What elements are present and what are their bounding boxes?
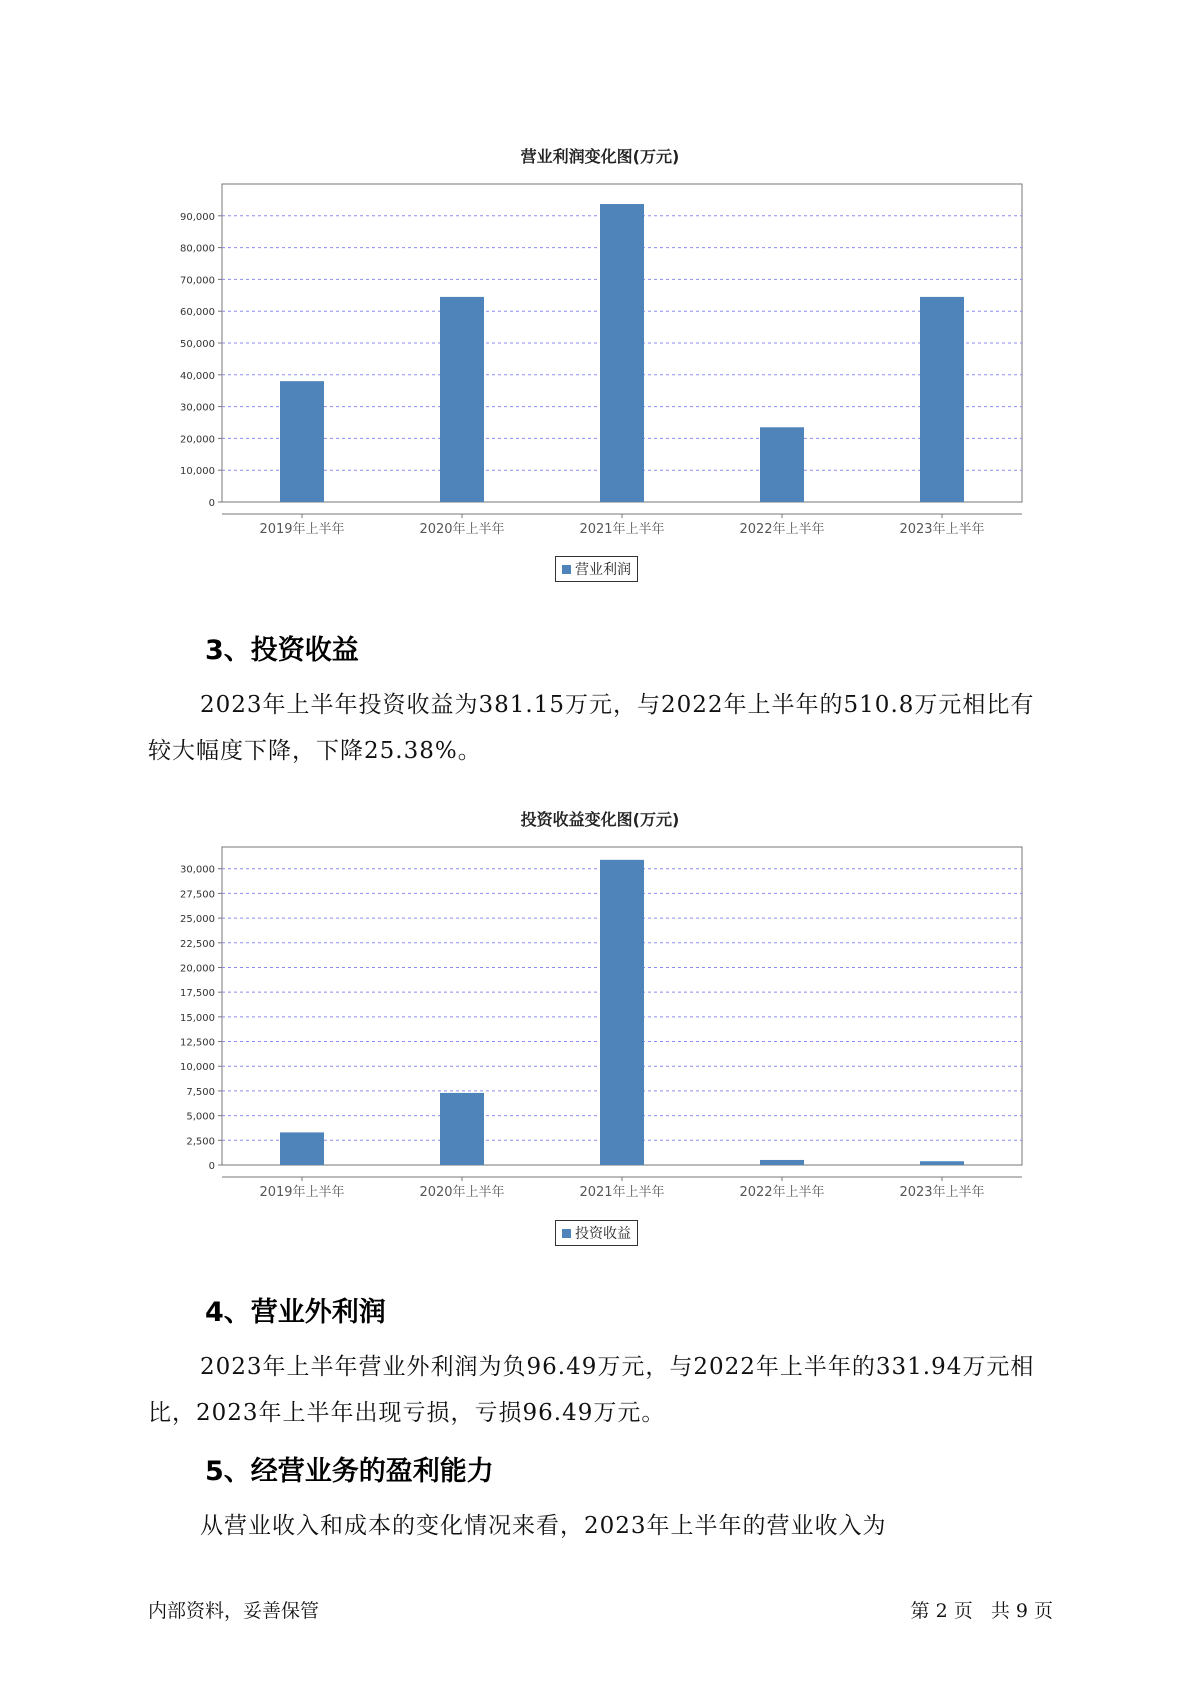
- y-tick-label: 10,000: [180, 466, 215, 478]
- y-tick-label: 20,000: [180, 963, 215, 975]
- y-tick-label: 22,500: [180, 938, 215, 950]
- y-tick-label: 5,000: [186, 1111, 215, 1123]
- section-heading-nonoperating: 4、营业外利润: [205, 1297, 386, 1328]
- paragraph-profitability: 从营业收入和成本的变化情况来看，2023年上半年的营业收入为: [200, 1513, 887, 1539]
- footer-page-number: 第 2 页 共 9 页: [910, 1600, 1053, 1622]
- y-tick-label: 2,500: [186, 1136, 215, 1148]
- bar: [920, 297, 964, 502]
- bar: [600, 860, 644, 1165]
- investment-chart: [160, 803, 1040, 1253]
- bar: [760, 427, 804, 502]
- profit-bar-chart: [160, 180, 1040, 580]
- y-tick-label: 70,000: [180, 275, 215, 287]
- y-tick-label: 40,000: [180, 370, 215, 382]
- investment-bar-chart: [160, 843, 1040, 1243]
- chart-legend: [555, 556, 638, 582]
- x-tick-label: 2022年上半年: [739, 522, 825, 537]
- bar: [440, 1093, 484, 1165]
- y-tick-label: 12,500: [180, 1037, 215, 1049]
- y-tick-label: 60,000: [180, 307, 215, 319]
- legend-swatch-icon: [562, 565, 571, 574]
- x-tick-label: 2020年上半年: [419, 522, 505, 537]
- y-tick-label: 80,000: [180, 243, 215, 255]
- x-tick-label: 2019年上半年: [259, 1185, 345, 1200]
- bar: [280, 381, 324, 502]
- footer-left: 内部资料，妥善保管: [148, 1600, 320, 1622]
- chart-legend: [555, 1220, 638, 1246]
- y-tick-label: 0: [208, 1161, 215, 1172]
- y-tick-label: 10,000: [180, 1062, 215, 1074]
- bar: [920, 1161, 964, 1165]
- paragraph-nonoperating: 2023年上半年营业外利润为负96.49万元，与2022年上半年的331.94万元相比，2023年上半年出现亏损，亏损96.49万元。: [148, 1354, 1035, 1426]
- chart-title: 投资收益变化图(万元): [520, 810, 680, 829]
- y-tick-label: 27,500: [180, 889, 215, 901]
- legend-swatch-icon: [562, 1229, 571, 1238]
- y-tick-label: 25,000: [180, 914, 215, 926]
- legend-label: 营业利润: [575, 562, 631, 578]
- x-tick-label: 2019年上半年: [259, 522, 345, 537]
- profit-chart: [160, 140, 1040, 590]
- section-heading-investment: 3、投资收益: [205, 635, 359, 666]
- y-tick-label: 20,000: [180, 434, 215, 446]
- y-tick-label: 90,000: [180, 211, 215, 223]
- y-tick-label: 0: [208, 498, 215, 509]
- chart-title: 营业利润变化图(万元): [520, 147, 680, 166]
- x-tick-label: 2021年上半年: [579, 522, 665, 537]
- section-heading-profitability: 5、经营业务的盈利能力: [205, 1456, 494, 1487]
- x-tick-label: 2020年上半年: [419, 1185, 505, 1200]
- y-tick-label: 30,000: [180, 864, 215, 876]
- x-tick-label: 2023年上半年: [899, 1185, 985, 1200]
- y-tick-label: 30,000: [180, 402, 215, 414]
- y-tick-label: 7,500: [186, 1086, 215, 1098]
- y-tick-label: 17,500: [180, 988, 215, 1000]
- x-tick-label: 2022年上半年: [739, 1185, 825, 1200]
- legend-label: 投资收益: [575, 1226, 631, 1242]
- x-tick-label: 2023年上半年: [899, 522, 985, 537]
- bar: [280, 1132, 324, 1165]
- y-tick-label: 15,000: [180, 1012, 215, 1024]
- bar: [600, 204, 644, 502]
- bar: [760, 1160, 804, 1165]
- y-tick-label: 50,000: [180, 339, 215, 350]
- bar: [440, 297, 484, 502]
- paragraph-investment: 2023年上半年投资收益为381.15万元，与2022年上半年的510.8万元相比有较大幅度下降，下降25.38%。: [148, 692, 1035, 764]
- x-tick-label: 2021年上半年: [579, 1185, 665, 1200]
